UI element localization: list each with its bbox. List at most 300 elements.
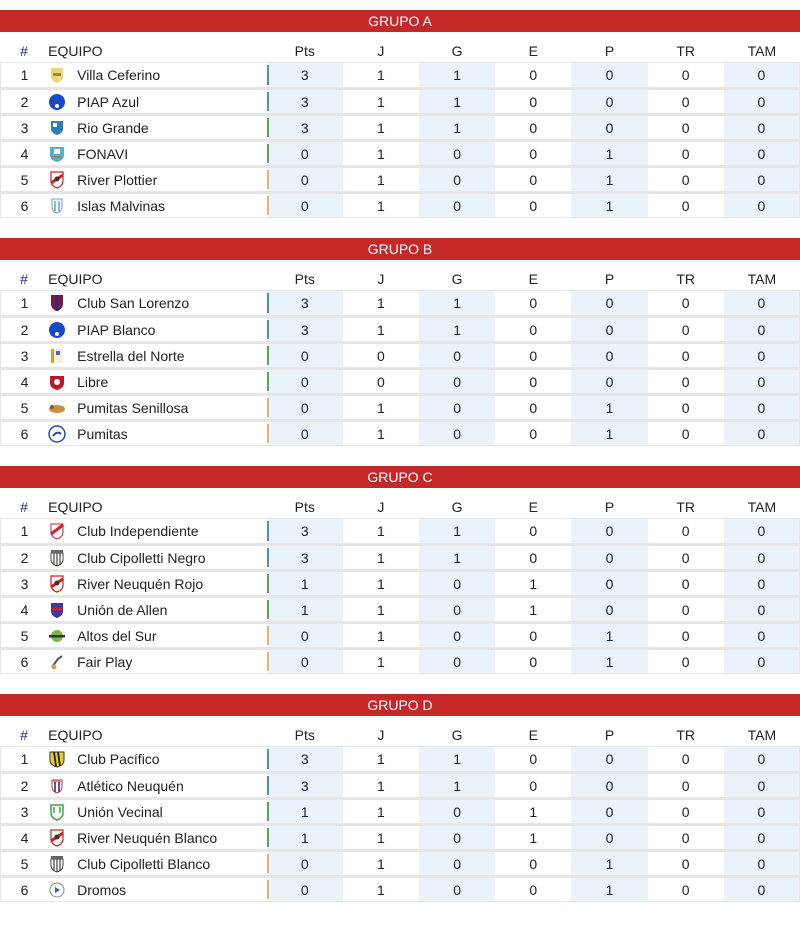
union-vecinal-crest-icon (48, 803, 66, 821)
red-cards: 0 (648, 192, 724, 218)
played: 1 (343, 850, 419, 876)
villa-ceferino-crest-icon (48, 66, 66, 84)
yellow-cards: 0 (724, 166, 800, 192)
red-cards: 0 (648, 746, 724, 772)
lost: 0 (571, 290, 647, 316)
col-header-pts: Pts (294, 43, 315, 59)
played: 1 (343, 596, 419, 622)
won: 0 (419, 166, 495, 192)
col-header-pos: # (20, 727, 28, 743)
won: 1 (419, 772, 495, 798)
drawn: 0 (495, 290, 571, 316)
red-cards: 0 (648, 544, 724, 570)
yellow-cards: 0 (724, 596, 800, 622)
col-header-p: P (604, 43, 615, 59)
header-row (0, 716, 800, 746)
points: 3 (267, 772, 343, 798)
points: 1 (267, 824, 343, 850)
yellow-cards: 0 (724, 648, 800, 674)
played: 1 (343, 648, 419, 674)
lost: 1 (571, 876, 647, 902)
lost: 0 (571, 114, 647, 140)
played: 1 (343, 394, 419, 420)
col-header-tam: TAM (747, 271, 777, 287)
team-cell[interactable] (48, 746, 267, 772)
points: 3 (267, 88, 343, 114)
red-cards: 0 (648, 518, 724, 544)
yellow-cards: 0 (724, 140, 800, 166)
team-name[interactable]: Estrella del Norte (77, 347, 185, 364)
team-cell[interactable] (48, 88, 267, 114)
yellow-cards: 0 (724, 622, 800, 648)
team-cell[interactable] (48, 192, 267, 218)
col-header-e: E (528, 43, 538, 59)
team-cell[interactable] (48, 648, 267, 674)
played: 1 (343, 544, 419, 570)
team-name[interactable]: Villa Ceferino (77, 67, 161, 83)
table-row (0, 114, 800, 140)
points: 0 (267, 166, 343, 192)
points: 3 (267, 114, 343, 140)
position: 2 (0, 544, 48, 570)
yellow-cards: 0 (724, 88, 800, 114)
lost: 1 (571, 394, 647, 420)
played: 1 (343, 622, 419, 648)
lost: 1 (571, 622, 647, 648)
team-name[interactable]: Club Cipolletti Negro (77, 549, 206, 566)
drawn: 0 (495, 420, 571, 446)
drawn: 0 (495, 88, 571, 114)
red-cards: 0 (648, 570, 724, 596)
drawn: 1 (495, 824, 571, 850)
won: 1 (419, 88, 495, 114)
table-row (0, 876, 800, 902)
position: 1 (0, 518, 48, 544)
pacifico-crest-icon (48, 750, 66, 768)
pumitas-senillosa-crest-icon (48, 399, 66, 417)
red-cards: 0 (648, 316, 724, 342)
played: 1 (343, 746, 419, 772)
col-header-j: J (377, 499, 385, 515)
points: 3 (267, 62, 343, 88)
union-de-allen-crest-icon (48, 601, 66, 619)
position: 2 (0, 88, 48, 114)
lost: 0 (571, 342, 647, 368)
team-name[interactable]: Club San Lorenzo (77, 295, 190, 311)
yellow-cards: 0 (724, 316, 800, 342)
team-name[interactable]: FONAVI (77, 145, 129, 162)
table-row (0, 544, 800, 570)
won: 0 (419, 596, 495, 622)
standings-container (0, 10, 800, 902)
drawn: 0 (495, 192, 571, 218)
san-lorenzo-crest-icon (48, 294, 66, 312)
team-cell[interactable] (48, 876, 267, 902)
yellow-cards: 0 (724, 570, 800, 596)
team-cell[interactable] (48, 368, 267, 394)
yellow-cards: 0 (724, 824, 800, 850)
won: 1 (419, 62, 495, 88)
yellow-cards: 0 (724, 394, 800, 420)
team-name[interactable]: Unión Vecinal (77, 803, 163, 820)
team-cell[interactable] (48, 622, 267, 648)
position: 3 (0, 114, 48, 140)
red-cards: 0 (648, 420, 724, 446)
yellow-cards: 0 (724, 876, 800, 902)
played: 1 (343, 140, 419, 166)
team-cell[interactable] (48, 316, 267, 342)
yellow-cards: 0 (724, 798, 800, 824)
drawn: 0 (495, 368, 571, 394)
points: 3 (267, 746, 343, 772)
lost: 0 (571, 518, 647, 544)
drawn: 0 (495, 62, 571, 88)
won: 1 (419, 114, 495, 140)
red-cards: 0 (648, 394, 724, 420)
yellow-cards: 0 (724, 420, 800, 446)
table-row (0, 570, 800, 596)
lost: 1 (571, 648, 647, 674)
lost: 1 (571, 850, 647, 876)
position: 4 (0, 368, 48, 394)
team-cell[interactable] (48, 570, 267, 596)
group-table-d (0, 694, 800, 902)
won: 1 (419, 316, 495, 342)
table-row (0, 316, 800, 342)
col-header-pts: Pts (294, 499, 315, 515)
drawn: 1 (495, 570, 571, 596)
piap-crest-icon (48, 321, 66, 339)
header-row (0, 260, 800, 290)
col-header-tam: TAM (747, 43, 777, 59)
points: 3 (267, 290, 343, 316)
team-name[interactable]: Libre (77, 373, 109, 390)
team-cell[interactable] (48, 342, 267, 368)
team-name[interactable]: Altos del Sur (77, 627, 157, 644)
group-title: GRUPO D (0, 694, 800, 716)
drawn: 0 (495, 622, 571, 648)
position: 3 (0, 798, 48, 824)
drawn: 1 (495, 798, 571, 824)
team-cell[interactable] (48, 824, 267, 850)
atletico-neuquen-crest-icon (48, 777, 66, 795)
team-cell[interactable] (48, 140, 267, 166)
col-header-pos: # (20, 271, 28, 287)
position: 4 (0, 140, 48, 166)
team-cell[interactable] (48, 596, 267, 622)
table-row (0, 850, 800, 876)
col-header-tr: TR (676, 499, 695, 515)
independiente-crest-icon (48, 522, 66, 540)
team-name[interactable]: Atlético Neuquén (77, 777, 184, 794)
altos-del-sur-crest-icon (48, 627, 66, 645)
position: 5 (0, 166, 48, 192)
team-cell[interactable] (48, 420, 267, 446)
red-cards: 0 (648, 62, 724, 88)
won: 0 (419, 420, 495, 446)
played: 1 (343, 518, 419, 544)
drawn: 0 (495, 342, 571, 368)
col-header-team: EQUIPO (48, 271, 103, 287)
position: 1 (0, 290, 48, 316)
red-cards: 0 (648, 342, 724, 368)
points: 3 (267, 544, 343, 570)
team-name[interactable]: PIAP Blanco (77, 321, 156, 338)
won: 0 (419, 798, 495, 824)
team-name[interactable]: River Neuquén Blanco (77, 829, 218, 846)
red-cards: 0 (648, 596, 724, 622)
river-crest-icon (48, 171, 66, 189)
group-table-a (0, 10, 800, 218)
red-cards: 0 (648, 290, 724, 316)
table-row (0, 88, 800, 114)
won: 1 (419, 290, 495, 316)
header-row (0, 32, 800, 62)
islas-malvinas-crest-icon (48, 197, 66, 215)
played: 1 (343, 62, 419, 88)
col-header-team: EQUIPO (48, 43, 103, 59)
position: 3 (0, 342, 48, 368)
won: 1 (419, 518, 495, 544)
position: 6 (0, 192, 48, 218)
yellow-cards: 0 (724, 192, 800, 218)
red-cards: 0 (648, 824, 724, 850)
col-header-team: EQUIPO (48, 727, 103, 743)
points: 3 (267, 518, 343, 544)
team-cell[interactable] (48, 166, 267, 192)
drawn: 0 (495, 772, 571, 798)
col-header-pts: Pts (294, 271, 315, 287)
team-name[interactable]: River Plottier (77, 171, 158, 188)
won: 0 (419, 824, 495, 850)
team-cell[interactable] (48, 114, 267, 140)
pumitas-crest-icon (48, 425, 66, 443)
yellow-cards: 0 (724, 342, 800, 368)
lost: 1 (571, 192, 647, 218)
drawn: 0 (495, 166, 571, 192)
table-row (0, 166, 800, 192)
position: 5 (0, 394, 48, 420)
table-row (0, 746, 800, 772)
position: 1 (0, 62, 48, 88)
won: 0 (419, 192, 495, 218)
position: 2 (0, 316, 48, 342)
col-header-e: E (528, 499, 538, 515)
table-row (0, 62, 800, 88)
won: 1 (419, 544, 495, 570)
team-name[interactable]: Islas Malvinas (77, 197, 166, 214)
drawn: 0 (495, 876, 571, 902)
team-name[interactable]: Rio Grande (77, 119, 149, 136)
points: 1 (267, 570, 343, 596)
red-cards: 0 (648, 88, 724, 114)
yellow-cards: 0 (724, 544, 800, 570)
won: 0 (419, 850, 495, 876)
group-title: GRUPO A (0, 10, 800, 32)
played: 1 (343, 166, 419, 192)
drawn: 1 (495, 596, 571, 622)
col-header-p: P (604, 271, 615, 287)
lost: 0 (571, 368, 647, 394)
points: 0 (267, 342, 343, 368)
team-cell[interactable] (48, 290, 267, 316)
played: 1 (343, 290, 419, 316)
won: 0 (419, 368, 495, 394)
yellow-cards: 0 (724, 114, 800, 140)
position: 4 (0, 596, 48, 622)
yellow-cards: 0 (724, 518, 800, 544)
played: 1 (343, 420, 419, 446)
team-name[interactable]: Club Pacífico (77, 751, 160, 767)
played: 1 (343, 798, 419, 824)
played: 1 (343, 876, 419, 902)
position: 2 (0, 772, 48, 798)
team-name[interactable]: PIAP Azul (77, 93, 140, 110)
libre-crest-icon (48, 373, 66, 391)
table-row (0, 824, 800, 850)
lost: 0 (571, 570, 647, 596)
standings-table (0, 716, 800, 902)
table-row (0, 394, 800, 420)
col-header-p: P (604, 727, 615, 743)
played: 1 (343, 570, 419, 596)
played: 1 (343, 824, 419, 850)
lost: 0 (571, 772, 647, 798)
team-name[interactable]: Unión de Allen (77, 601, 168, 618)
red-cards: 0 (648, 648, 724, 674)
team-name[interactable]: Club Independiente (77, 523, 199, 539)
lost: 0 (571, 596, 647, 622)
red-cards: 0 (648, 850, 724, 876)
red-cards: 0 (648, 772, 724, 798)
col-header-g: G (451, 43, 463, 59)
points: 0 (267, 876, 343, 902)
points: 0 (267, 368, 343, 394)
position: 6 (0, 648, 48, 674)
position: 5 (0, 622, 48, 648)
lost: 0 (571, 62, 647, 88)
cipolletti-crest-icon (48, 549, 66, 567)
played: 1 (343, 772, 419, 798)
standings-table (0, 32, 800, 218)
piap-crest-icon (48, 93, 66, 111)
yellow-cards: 0 (724, 850, 800, 876)
yellow-cards: 0 (724, 772, 800, 798)
col-header-g: G (451, 727, 463, 743)
won: 0 (419, 342, 495, 368)
played: 1 (343, 316, 419, 342)
points: 0 (267, 850, 343, 876)
yellow-cards: 0 (724, 368, 800, 394)
played: 1 (343, 192, 419, 218)
won: 0 (419, 140, 495, 166)
cipolletti-crest-icon (48, 855, 66, 873)
lost: 0 (571, 746, 647, 772)
red-cards: 0 (648, 368, 724, 394)
lost: 0 (571, 798, 647, 824)
col-header-j: J (377, 43, 385, 59)
team-name[interactable]: Fair Play (77, 653, 133, 670)
lost: 0 (571, 88, 647, 114)
won: 0 (419, 622, 495, 648)
team-cell[interactable] (48, 772, 267, 798)
red-cards: 0 (648, 166, 724, 192)
position: 5 (0, 850, 48, 876)
col-header-tr: TR (676, 727, 695, 743)
team-cell[interactable] (48, 850, 267, 876)
team-cell[interactable] (48, 394, 267, 420)
position: 6 (0, 420, 48, 446)
yellow-cards: 0 (724, 62, 800, 88)
team-name[interactable]: Pumitas Senillosa (77, 399, 189, 416)
col-header-j: J (377, 727, 385, 743)
col-header-pts: Pts (294, 727, 315, 743)
table-row (0, 622, 800, 648)
col-header-g: G (451, 499, 463, 515)
table-row (0, 518, 800, 544)
river-crest-icon (48, 575, 66, 593)
col-header-tr: TR (676, 271, 695, 287)
drawn: 0 (495, 648, 571, 674)
col-header-tam: TAM (747, 499, 777, 515)
points: 0 (267, 394, 343, 420)
won: 1 (419, 746, 495, 772)
team-cell[interactable] (48, 62, 267, 88)
table-row (0, 342, 800, 368)
col-header-tr: TR (676, 43, 695, 59)
team-name[interactable]: River Neuquén Rojo (77, 575, 204, 592)
dromos-crest-icon (48, 881, 66, 899)
drawn: 0 (495, 316, 571, 342)
points: 0 (267, 420, 343, 446)
team-cell[interactable] (48, 798, 267, 824)
table-row (0, 772, 800, 798)
lost: 1 (571, 166, 647, 192)
col-header-team: EQUIPO (48, 499, 103, 515)
team-cell[interactable] (48, 544, 267, 570)
drawn: 0 (495, 850, 571, 876)
won: 0 (419, 648, 495, 674)
fair-play-crest-icon (48, 653, 66, 671)
river-crest-icon (48, 829, 66, 847)
red-cards: 0 (648, 798, 724, 824)
col-header-tam: TAM (747, 727, 777, 743)
points: 0 (267, 140, 343, 166)
table-row (0, 648, 800, 674)
position: 6 (0, 876, 48, 902)
points: 0 (267, 192, 343, 218)
played: 0 (343, 368, 419, 394)
team-cell[interactable] (48, 518, 267, 544)
team-name[interactable]: Dromos (77, 881, 127, 898)
col-header-pos: # (20, 43, 28, 59)
col-header-j: J (377, 271, 385, 287)
group-table-c (0, 466, 800, 674)
drawn: 0 (495, 140, 571, 166)
yellow-cards: 0 (724, 746, 800, 772)
standings-table (0, 488, 800, 674)
lost: 0 (571, 824, 647, 850)
team-name[interactable]: Pumitas (77, 425, 128, 442)
team-name[interactable]: Club Cipolletti Blanco (77, 855, 211, 872)
header-row (0, 488, 800, 518)
yellow-cards: 0 (724, 290, 800, 316)
table-row (0, 140, 800, 166)
col-header-e: E (528, 271, 538, 287)
red-cards: 0 (648, 876, 724, 902)
col-header-p: P (604, 499, 615, 515)
col-header-e: E (528, 727, 538, 743)
